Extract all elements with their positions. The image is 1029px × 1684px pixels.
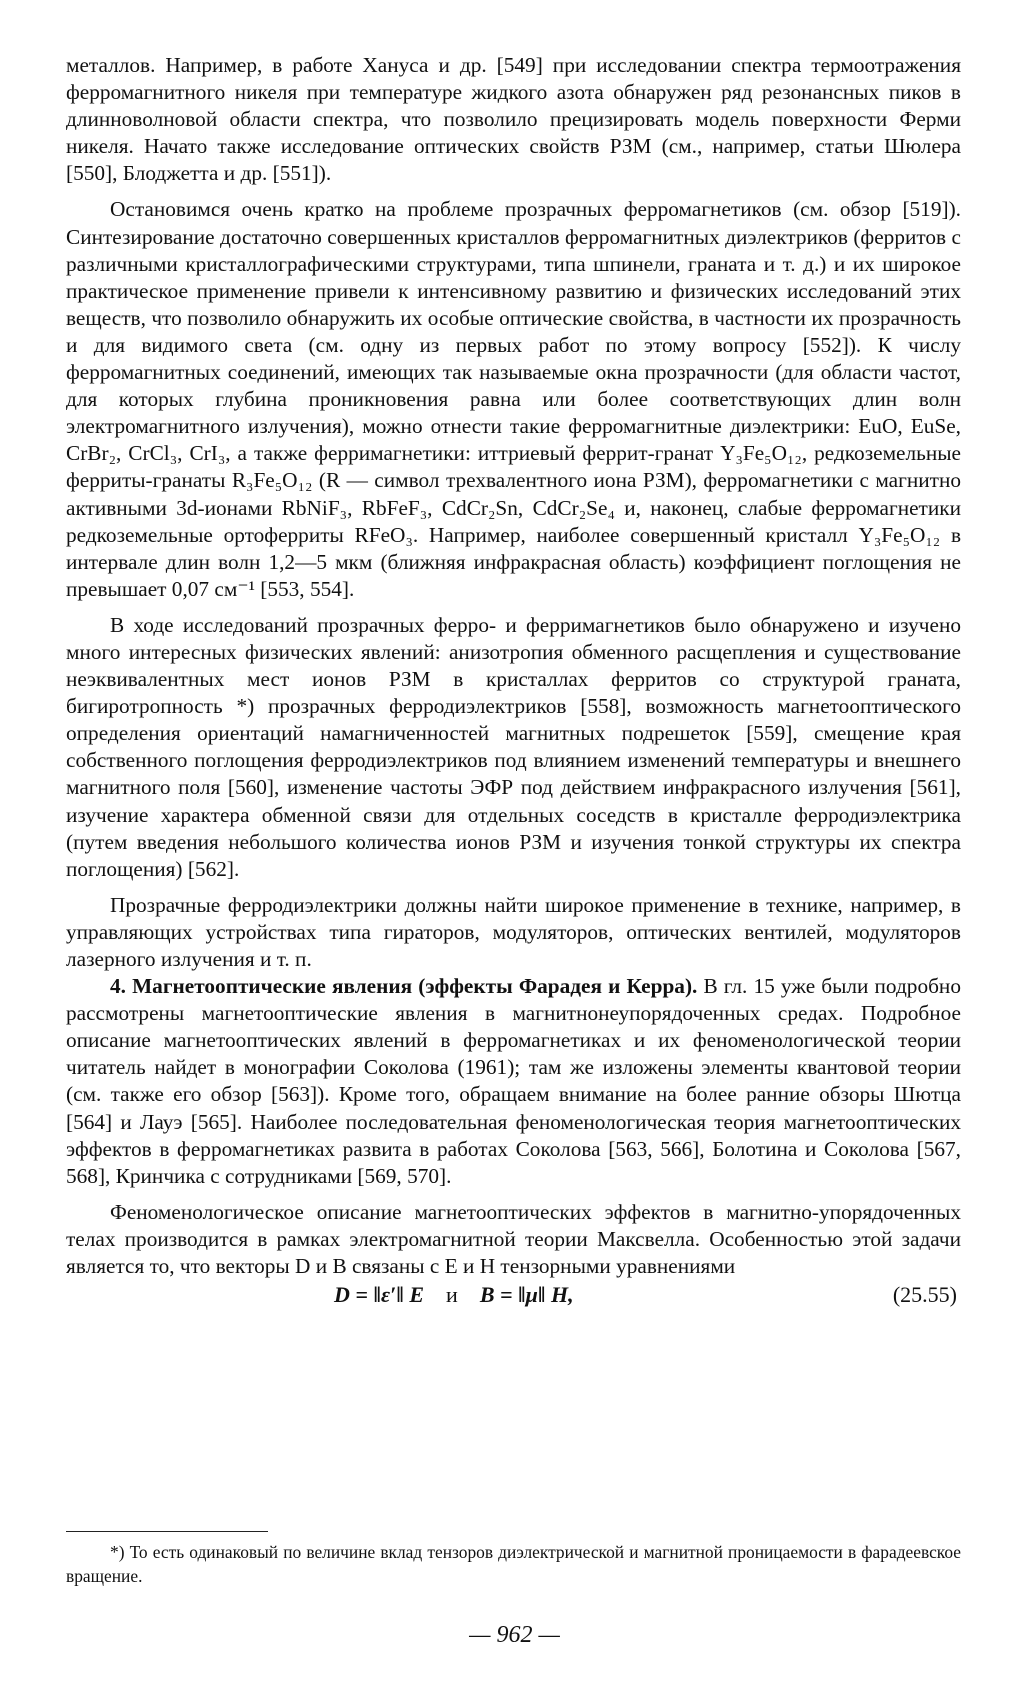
page-number: — 962 — bbox=[469, 1622, 560, 1648]
footnote-divider bbox=[66, 1531, 268, 1532]
paragraph-applications: Прозрачные ферродиэлектрики должны найти широкое применение в технике, например, в управляющих устройствах типа гираторов, модуляторов, оптических вентилей, модуляторов лазерного излучения и т. п. bbox=[66, 892, 961, 971]
paragraph-phenomena: В ходе исследований прозрачных ферро- и ферримагнетиков было обнаружено и изучено много интересных физических явлений: анизотропия обменного расщепления и существование неэквивалентных мест ионов РЗМ в кристаллах ферритов со структурой граната, бигиротропность *) прозрачных ферродиэлектриков [558], возможность магнетооптического определения ориентаций намагниченностей магнитных подрешеток [559], смещение края собственного поглощения ферродиэлектриков под влиянием изменений температуры и внешнего магнитного поля [560], изменение частоты ЭФР под действием инфракрасного излучения [561], изучение характера обменной связи для отдельных соседств в кристалле ферродиэлектрика (путем введения небольшого количества ионов РЗМ и изучения тонкой структуры их спектра поглощения) [562]. bbox=[66, 612, 961, 881]
equation-25-55 bbox=[66, 1282, 961, 1316]
section-heading: 4. Магнетооптические явления (эффекты Фарадея и Керра). bbox=[110, 974, 698, 999]
paragraph-phenomenological: Феноменологическое описание магнетооптических эффектов в магнитно-упорядоченных телах производится в рамках электромагнитной теории Максвелла. Особенностью этой задачи является то, что векторы D и B связаны с E и H тензорными уравнениями bbox=[66, 1199, 961, 1279]
equation-connector: и bbox=[446, 1282, 458, 1308]
paragraph-metals: металлов. Например, в работе Хануса и др. [549] при исследовании спектра термоотражения ферромагнитного никеля при температуре жидкого азота обнаружен ряд резонансных пиков в длинноволновой области спектра, что позволило прецизировать модель поверхности Ферми никеля. Начато также исследование оптических свойств РЗМ (см., например, статьи Шюлера [550], Блоджетта и др. [551]). bbox=[66, 53, 961, 186]
text-column bbox=[66, 52, 961, 1316]
equation-number: (25.55) bbox=[892, 1282, 957, 1308]
paragraph-transparent-ferromagnets: Остановимся очень кратко на проблеме прозрачных ферромагнетиков (см. обзор [519]). Синтезирование достаточно совершенных кристаллов ферромагнитных диэлектриков (ферритов с различными кристаллографическими структурами, типа шпинели, граната и т. д.) и их широкое практическое применение привели к интенсивному развитию и физических исследований этих веществ, что позволило обнаружить их особые оптические свойства, в частности их прозрачность и для видимого света (см. одну из первых работ по этому вопросу [552]). К числу ферромагнитных соединений, имеющих так называемые окна прозрачности (для области частот, для которых глубина проникновения равна или более соответствующих длин волн электромагнитного излучения), можно отнести такие ферромагнитные диэлектрики: EuO, EuSe, CrBr₂, CrCl₃, CrI₃, а также ферримагнетики: иттриевый феррит-гранат Y₃Fe₅O₁₂, редкоземельные ферриты-гранаты R₃Fe₅O₁₂ (R — символ трехвалентного иона РЗМ), ферромагнетики с магнитно активными 3d-ионами RbNiF₃, RbFeF₃, CdCr₂Sn, CdCr₂Se₄ и, наконец, слабые ферромагнетики редкоземельные ортоферриты RFeO₃. Например, наиболее совершенный кристалл Y₃Fe₅O₁₂ в интервале длин волн 1,2—5 мкм (ближняя инфракрасная область) коэффициент поглощения не превышает 0,07 см⁻¹ [553, 554]. bbox=[66, 197, 961, 601]
footnote: *) То есть одинаковый по величине вклад тензоров диэлектрической и магнитной проницаемости в фарадеевское вращение. bbox=[66, 1542, 961, 1586]
equation-expression bbox=[334, 1282, 574, 1308]
section-paragraph bbox=[66, 973, 961, 1190]
equation-right: B = ‖μ‖ H, bbox=[479, 1282, 574, 1308]
equation-left: D = ‖ε′‖ E bbox=[334, 1282, 425, 1308]
section-text: В гл. 15 уже были подробно рассмотрены магнетооптические явления в магнитнонеупорядоченных средах. Подробное описание магнетооптических явлений в ферромагнетиках и их феноменологической теории читатель найдет в монографии Соколова (1961); там же изложены элементы квантовой теории (см. также его обзор [563]). Кроме того, обращаем внимание на более ранние обзоры Шютца [564] и Лауэ [565]. Наиболее последовательная феноменологическая теория магнетооптических эффектов в ферромагнетиках развита в работах Соколова [563, 566], Болотина и Соколова [567, 568], Кринчика с сотрудниками [569, 570]. bbox=[66, 974, 961, 1188]
